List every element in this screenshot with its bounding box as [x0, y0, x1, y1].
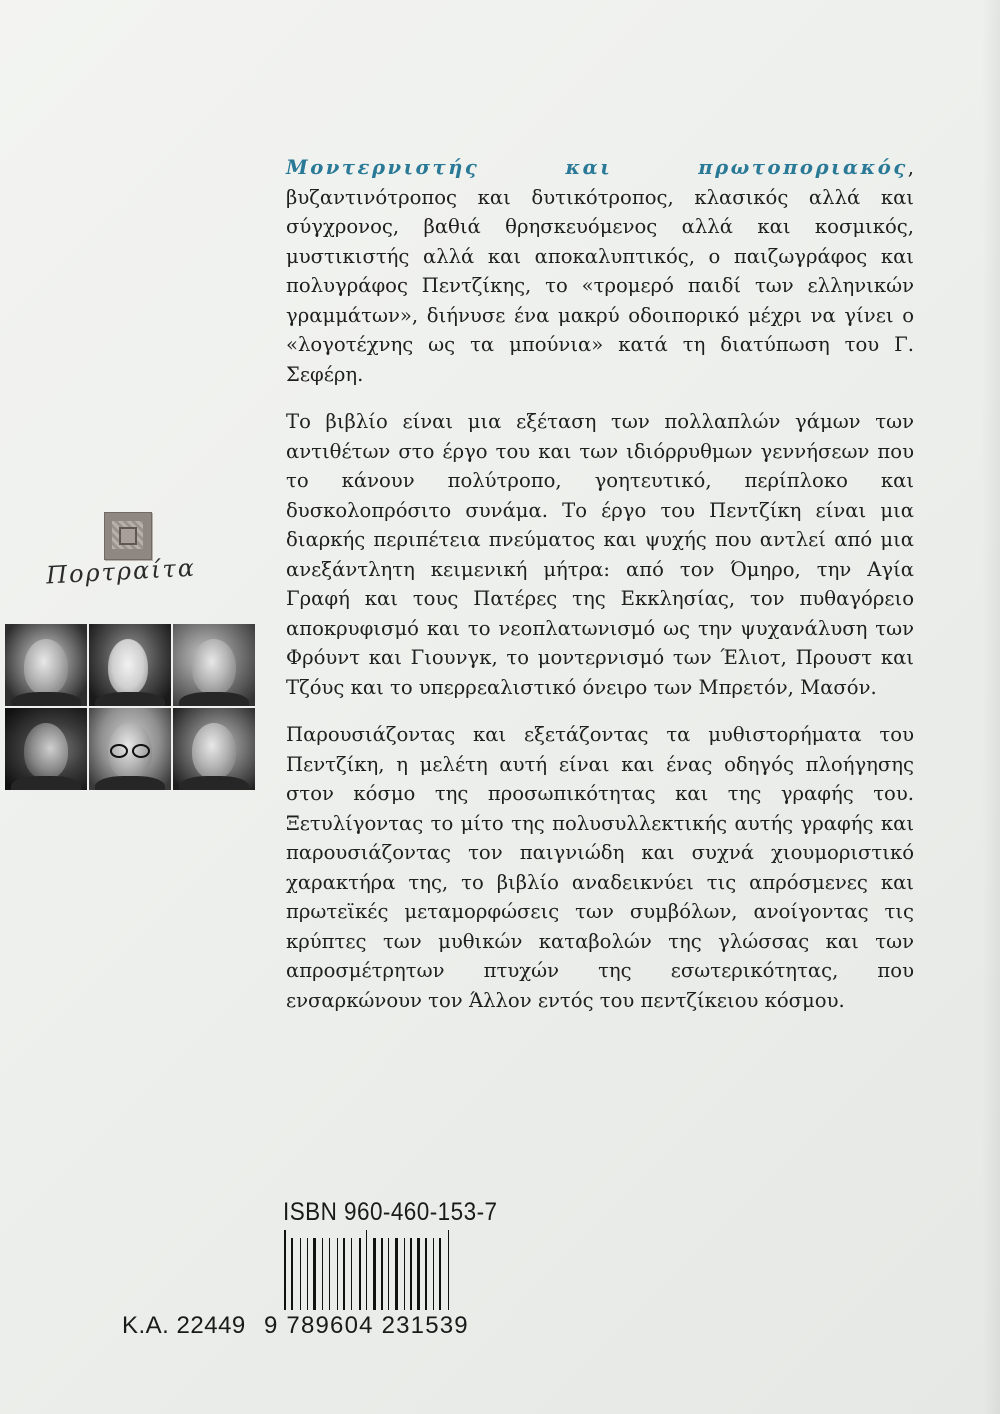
barcode-bar — [337, 1238, 338, 1310]
barcode-bar — [395, 1238, 398, 1310]
blurb-paragraph-1 — [286, 153, 914, 389]
barcode-bar — [318, 1238, 320, 1310]
barcode-bar — [288, 1230, 289, 1310]
barcode-bar — [332, 1238, 335, 1310]
barcode-bar — [407, 1238, 408, 1310]
barcode-bar — [381, 1238, 383, 1310]
blurb-paragraph-3: Παρουσιάζοντας και εξετάζοντας τα μυθιστορήματα του Πεντζίκη, η μελέτη αυτή είναι και ένας οδηγός πλοήγησης στον κόσμο της προσωπικότητας και της γραφής του. Ξετυλίγοντας το μίτο της πολυσυλλεκτικής αυτής γραφής και παρουσιάζοντας τον παιγνιώδη και συχνά χιουμοριστικό χαρακτήρα της, το βιβλίο αναδεικνύει τις απρόσμενες και πρωτεϊκές μεταμορφώσεις των συμβόλων, ανοίγοντας τις κρύπτες των μυθικών καταβολών της γλώσσας και των απροσμέτρητων πτυχών της εσωτερικότητας, που ενσαρκώνουν τον Άλλον εντός του πεντζίκειου κόσμου. — [286, 723, 914, 1012]
barcode-bar — [451, 1230, 453, 1310]
page-edge-shadow — [982, 0, 1000, 1414]
barcode-bar — [322, 1238, 323, 1310]
portrait-photo — [5, 708, 87, 790]
barcode-bar — [385, 1238, 386, 1310]
portrait-photo — [5, 624, 87, 706]
barcode-bar — [373, 1238, 376, 1310]
barcode-bar — [329, 1238, 330, 1310]
barcode-bar — [284, 1230, 286, 1310]
barcode-bar — [354, 1238, 357, 1310]
stamp-icon — [104, 512, 152, 560]
barcode-bar — [404, 1238, 405, 1310]
barcode-bar — [343, 1238, 345, 1310]
barcode-bar — [351, 1238, 352, 1310]
barcode — [284, 1230, 477, 1310]
barcode-bar — [340, 1238, 341, 1310]
barcode-bar — [439, 1238, 441, 1310]
blurb-paragraph-1-text: , βυζαντινότροπος και δυτικότροπος, κλασικός αλλά και σύγχρονος, βαθιά θρησκευόμενος αλλά και κοσμικός, μυστικιστής αλλά και αποκαλυπτικός, ο παιζωγράφος και πολυγράφος Πεντζίκης, το «τρομερό παιδί των ελληνικών γραμμάτων», διήνυσε ένα μακρύ οδοιπορικό μέχρι να γίνει ο «λογοτέχνης ως τα μπούνια» κατά τη διατύπωση του Γ. Σεφέρη. — [286, 156, 914, 386]
portrait-photo — [173, 624, 255, 706]
barcode-bar — [400, 1238, 402, 1310]
barcode-bar — [414, 1238, 415, 1310]
barcode-bar — [443, 1238, 446, 1310]
catalog-code: Κ.Α. 22449 — [122, 1312, 246, 1339]
barcode-bar — [347, 1238, 349, 1310]
barcode-bar — [378, 1238, 379, 1310]
barcode-bar — [369, 1230, 371, 1310]
barcode-bar — [436, 1238, 437, 1310]
barcode-bar — [359, 1238, 361, 1310]
blurb-paragraph-2: Το βιβλίο είναι μια εξέταση των πολλαπλών γάμων των αντιθέτων στο έργο του και των ιδιόρρυθμων γεννήσεων που το κάνουν πολύτροπο, γοητευτικό, περίπλοκο και δυσκολοπρόσιτο συνάμα. Το έργο του Πεντζίκη είναι μια διαρκής περιπέτεια πνεύματος και ψυχής που αντλεί από μια ανεξάντλητη κειμενική μήτρα: από τον Όμηρο, την Αγία Γραφή και τους Πατέρες της Εκκλησίας, τον πυθαγόρειο αποκρυφισμό και το νεοπλατωνισμό ως την ψυχανάλυση των Φρόυντ και Γιουνγκ, το μοντερνισμό των Έλιοτ, Προυστ και Τζόυς και το υπερρεαλιστικό όνειρο των Μπρετόν, Μασόν. — [286, 410, 914, 699]
barcode-bar — [307, 1238, 308, 1310]
barcode-bar — [363, 1238, 364, 1310]
series-logo — [100, 508, 180, 558]
barcode-number: 9 789604 231539 — [264, 1312, 469, 1339]
barcode-bar — [313, 1238, 316, 1310]
series-name: Πορτραίτα — [45, 553, 197, 590]
barcode-bar — [295, 1238, 298, 1310]
barcode-bar — [366, 1230, 367, 1310]
portrait-photo — [173, 708, 255, 790]
barcode-bar — [433, 1238, 434, 1310]
barcode-bar — [303, 1238, 305, 1310]
barcode-bar — [388, 1238, 389, 1310]
barcode-bar — [325, 1238, 327, 1310]
barcode-bar — [410, 1238, 412, 1310]
blurb-text — [286, 153, 914, 1033]
barcode-bar — [417, 1238, 420, 1310]
blurb-lead-phrase: Μοντερνιστής και πρωτοποριακός — [286, 156, 908, 179]
barcode-bar — [291, 1238, 293, 1310]
barcode-bar — [448, 1230, 449, 1310]
barcode-bar — [391, 1238, 393, 1310]
barcode-bar — [310, 1238, 311, 1310]
portrait-photo — [89, 624, 171, 706]
portrait-photo — [89, 708, 171, 790]
portrait-grid — [5, 624, 253, 790]
isbn-label: ISBN 960-460-153-7 — [283, 1198, 498, 1226]
barcode-bar — [422, 1238, 423, 1310]
barcode-bar — [300, 1238, 301, 1310]
barcode-bar — [425, 1238, 427, 1310]
barcode-bar — [429, 1238, 431, 1310]
